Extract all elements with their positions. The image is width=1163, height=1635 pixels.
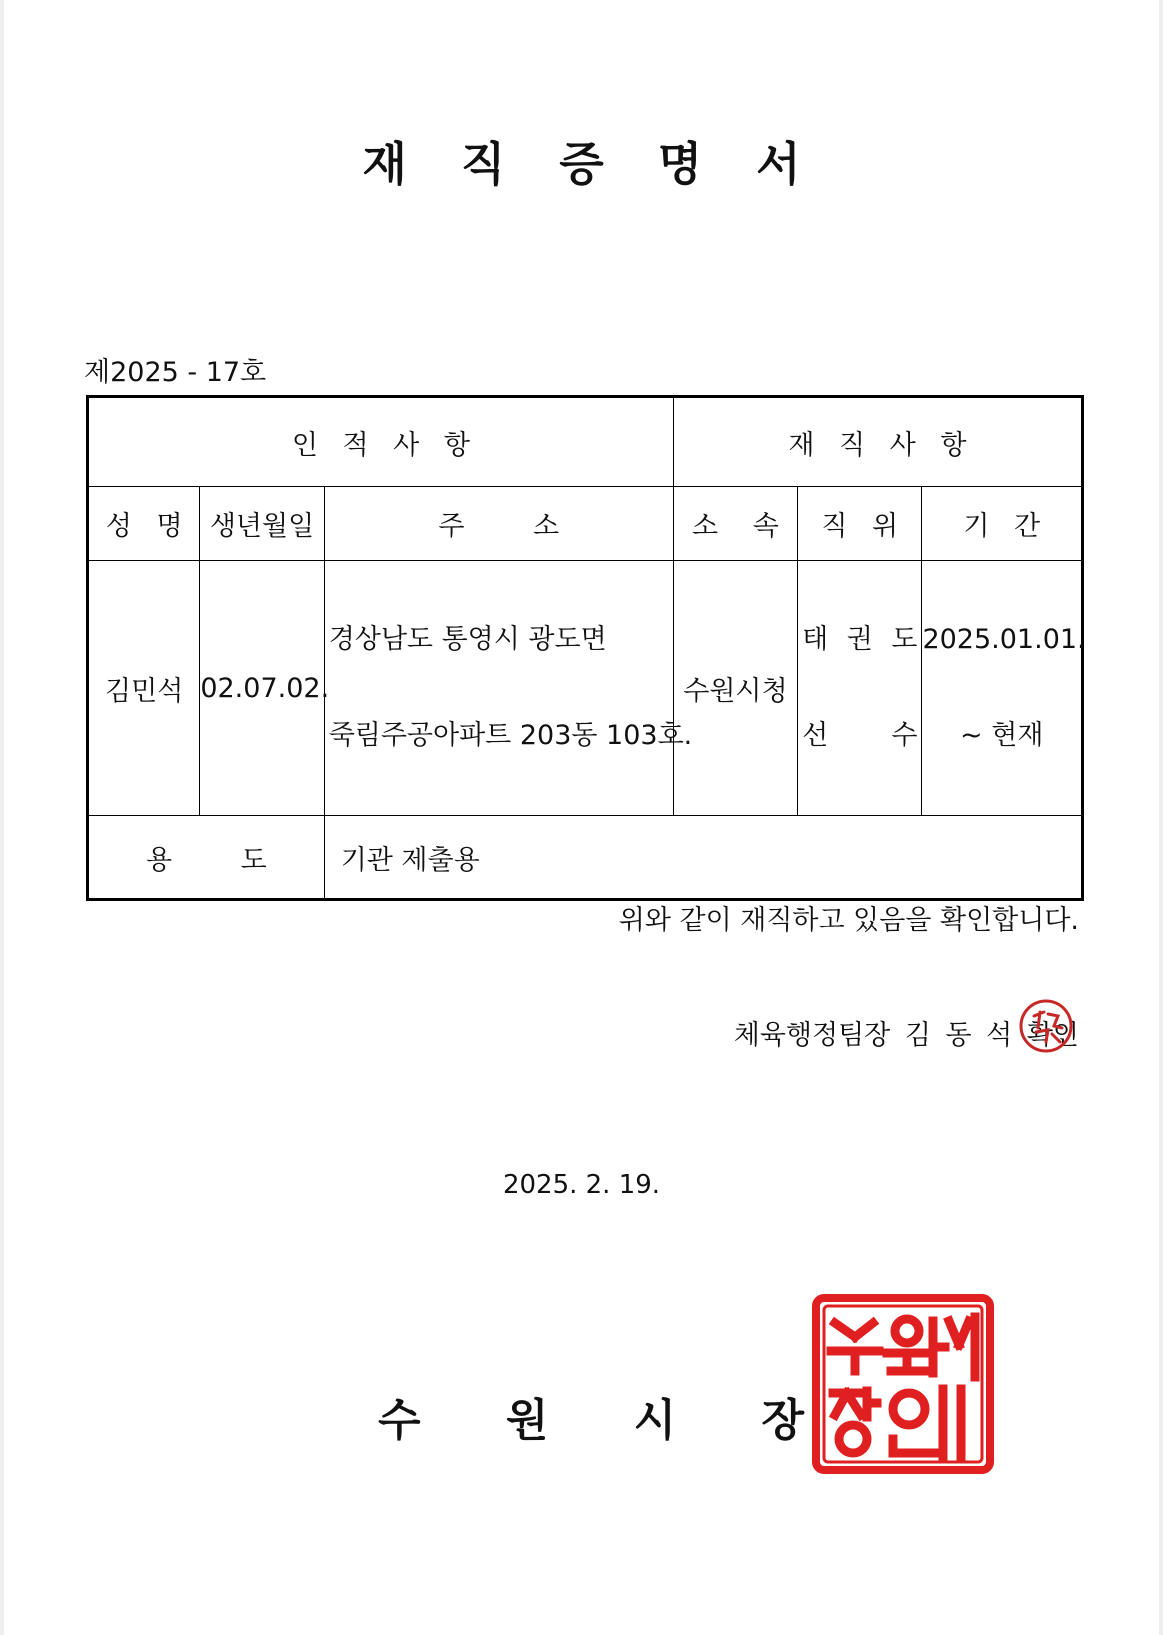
address-line-1: 경상남도 통영시 광도면 bbox=[328, 624, 607, 655]
employment-info-header: 재 직 사 항 bbox=[673, 397, 1082, 487]
address-line-2: 죽림주공아파트 203동 103호. bbox=[328, 720, 693, 751]
position-value bbox=[798, 561, 922, 816]
purpose-label: 용 도 bbox=[88, 816, 325, 900]
position-line-1 bbox=[798, 623, 921, 657]
position-line-2 bbox=[798, 719, 921, 753]
period-value bbox=[922, 561, 1086, 816]
document-number: 제2025 - 17호 bbox=[84, 357, 267, 388]
official-seal-icon bbox=[811, 1293, 995, 1475]
period-end: ~ 현재 bbox=[960, 720, 1044, 751]
confirmation-statement: 위와 같이 재직하고 있음을 확인합니다. bbox=[618, 905, 1079, 936]
period-header: 기 간 bbox=[922, 487, 1083, 561]
issue-date: 2025. 2. 19. bbox=[502, 1170, 661, 1200]
signer-line: 체육행정팀장 김 동 석 확인 bbox=[733, 1020, 1079, 1051]
name-value: 김민석 bbox=[88, 561, 200, 816]
position-char: 수 bbox=[891, 720, 918, 751]
birth-value: 02.07.02. bbox=[200, 561, 324, 816]
issuer-name: 수 원 시 장 bbox=[378, 1395, 804, 1446]
affiliation-value: 수원시청 bbox=[673, 561, 797, 816]
personal-seal-icon bbox=[1018, 998, 1074, 1054]
period-start: 2025.01.01. bbox=[922, 624, 1086, 655]
personal-info-header: 인 적 사 항 bbox=[88, 397, 674, 487]
document-title: 재 직 증 명 서 bbox=[362, 137, 801, 191]
name-header: 성 명 bbox=[88, 487, 200, 561]
position-char: 도 bbox=[891, 624, 918, 655]
page-edge-right bbox=[1159, 0, 1163, 1635]
address-value bbox=[324, 561, 693, 816]
employment-certificate-table bbox=[86, 395, 1084, 901]
address-header: 주 소 bbox=[324, 487, 673, 561]
position-char: 태 bbox=[802, 624, 829, 655]
position-char: 권 bbox=[846, 624, 873, 655]
birth-header: 생년월일 bbox=[200, 487, 324, 561]
purpose-value: 기관 제출용 bbox=[324, 816, 1082, 900]
position-header: 직 위 bbox=[798, 487, 922, 561]
affiliation-header: 소 속 bbox=[673, 487, 797, 561]
position-char: 선 bbox=[802, 720, 829, 751]
page-edge-left bbox=[0, 0, 4, 1635]
